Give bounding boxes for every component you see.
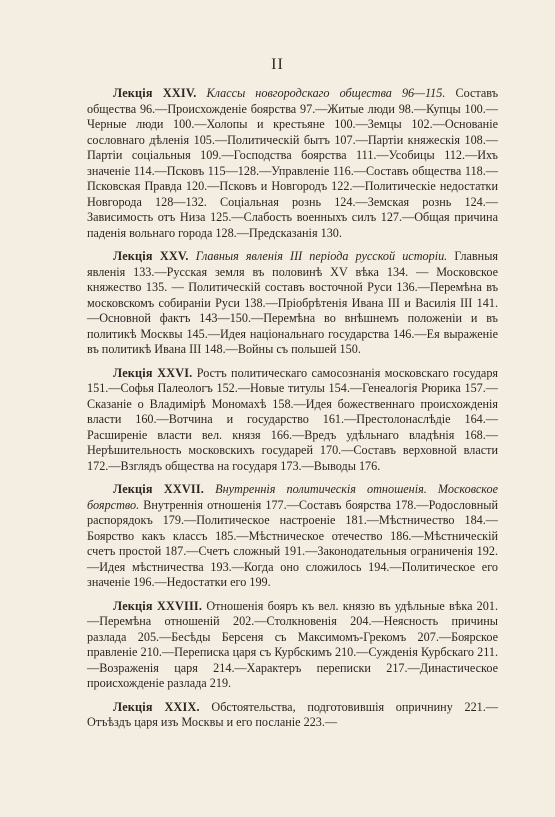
lecture-text: Обстоятельства, подготовившія опричнину 221.—Отъѣздъ царя изъ Москвы и его посланіе 223.— xyxy=(87,699,498,729)
lecture-heading: Лекція XXVII. xyxy=(113,482,205,496)
lecture-heading: Лекція XXIV. xyxy=(113,86,197,100)
lecture-topic: Классы новгородскаго общества 96—115. xyxy=(206,86,446,100)
lecture-text: Главныя явленія 133.—Русская земля въ половинѣ XV вѣка 134. — Московское княжество 135. — Политическій составъ восточной Руси 136.—Перемѣна въ московскомъ собираніи Руси 138.—Пріобрѣтенія Ивана III и Василія III 141.—Основной фактъ 143—150.—Перемѣна во внѣшнемъ положеніи и въ политикѣ Москвы 145.—Идея національнаго государства 146.—Ея выраженіе въ политикѣ Ивана III 148.—Войны съ польшей 150. xyxy=(87,249,499,356)
lecture-entry xyxy=(87,366,498,475)
lecture-topic: Внутреннія политическія отношенія. Московское боярство. xyxy=(87,482,498,512)
table-of-contents xyxy=(87,86,498,739)
lecture-entry xyxy=(87,482,498,591)
lecture-text: Внутреннія отношенія 177.—Составъ боярства 178.—Родословный распорядокъ 179.—Политическое настроеніе 181.—Мѣстничество 184.—Боярство какъ классъ 185.—Мѣстническое отечество 186.—Мѣстническій счетъ простой 187.—Счетъ сложный 191.—Законодательныя ограниченія 192.—Идея мѣстничества 193.—Когда оно сложилось 194.—Политическое его значеніе 196.—Недостатки его 199. xyxy=(87,497,499,589)
lecture-heading: Лекція XXV. xyxy=(113,249,189,263)
lecture-heading: Лекція XXVI. xyxy=(113,365,193,380)
page-number: II xyxy=(271,56,284,73)
lecture-heading: Лекція XXVIII. xyxy=(113,598,203,613)
lecture-entry xyxy=(87,249,498,358)
lecture-entry xyxy=(87,700,498,731)
lecture-heading: Лекція XXIX. xyxy=(113,699,200,714)
lecture-text: Отношенія бояръ къ вел. князю въ удѣльные вѣка 201.—Перемѣна отношеній 202.—Столкновенія 204.—Неясность причины разлада 205.—Бесѣды Берсеня съ Максимомъ-Грекомъ 207.—Боярское правленіе 210.—Переписка царя съ Курбскимъ 210.—Сужденія Курбскаго 211.—Возраженія царя 214.—Характеръ переписки 217.—Династическое происхожденіе разлада 219. xyxy=(87,598,499,690)
lecture-entry xyxy=(87,86,498,241)
lecture-topic: Главныя явленія III періода русской исторіи. xyxy=(195,249,448,263)
lecture-text: Ростъ политическаго самосознанія московскаго государя 151.—Софья Палеологъ 152.—Новые титулы 154.—Генеалогія Рюрика 157.—Сказаніе о Владимірѣ Мономахѣ 158.—Идея божественнаго происхожденія власти 160.—Вотчина и государство 161.—Престолонаслѣдіе 164.—Расширеніе власти вел. князя 166.—Вредъ удѣльнаго владѣнія 168.—Нерѣшительность московскихъ государей 170.—Составъ верховной власти 172.—Взглядъ общества на государя 173.—Выводы 176. xyxy=(87,365,499,473)
lecture-text: Составъ общества 96.—Происхожденіе боярства 97.—Житые люди 98.—Купцы 100.—Черные люди 100.—Холопы и крестьяне 100.—Земцы 102.—Основаніе сословнаго дѣленія 105.—Политическій бытъ 107.—Партіи княжескія 108.—Партіи соціальныя 109.—Господства боярства 111.—Усобицы 112.—Ихъ значеніе 114.—Псковъ 115—128.—Управленіе 116.—Составъ общества 118.—Псковская Правда 120.—Псковъ и Новгородъ 122.—Политическіе недостатки Новгорода 128—132. Соціальная рознь 124.—Земская рознь 124.—Зависимость отъ Низа 125.—Слабость военныхъ силъ 127.—Общая причина паденія вольнаго города 128.—Предсказанія 130. xyxy=(87,86,499,240)
lecture-entry xyxy=(87,599,498,692)
